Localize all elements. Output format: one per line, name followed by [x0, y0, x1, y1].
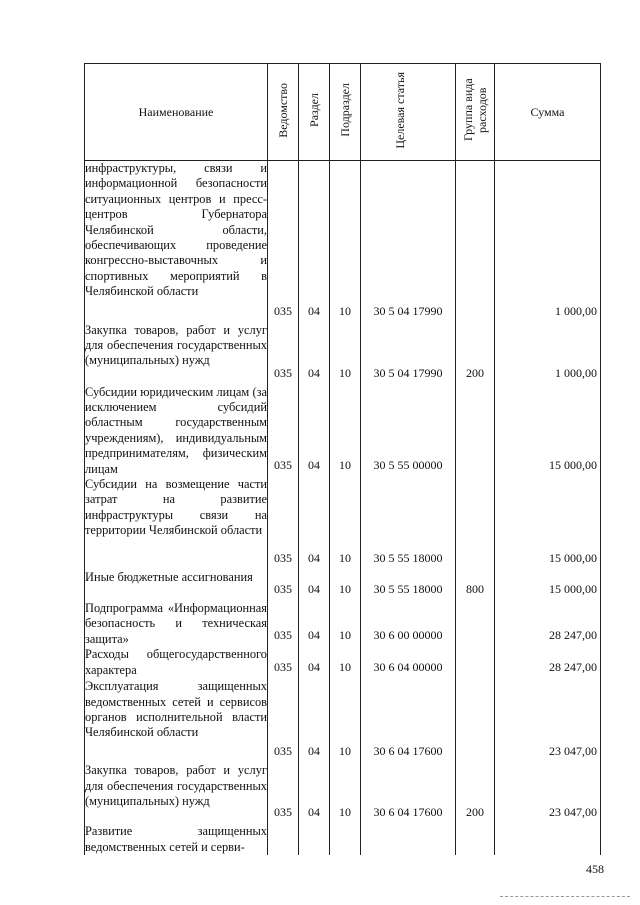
- row-expense-group-cell: [456, 570, 495, 601]
- row-department-cell: [268, 824, 299, 855]
- row-department: 035: [274, 303, 292, 318]
- row-target-article-cell: [361, 161, 456, 323]
- row-department: 035: [274, 550, 292, 565]
- row-section-cell: [299, 647, 330, 679]
- row-expense-group: 800: [466, 581, 484, 596]
- row-sum-cell: [495, 570, 601, 601]
- header-row: [85, 64, 601, 161]
- row-department-cell: [268, 647, 299, 679]
- row-sum: 28 247,00: [549, 660, 597, 675]
- row-subsection: 10: [339, 457, 351, 472]
- row-name-text: Субсидии юридическим лицам (за исключением субсидий областным государственным учреждениям), индивидуальным предпринимателям, физическим лицам: [85, 384, 267, 476]
- row-target-article: 30 5 55 18000: [373, 581, 443, 596]
- table-row: [85, 679, 601, 763]
- row-sum-cell: [495, 323, 601, 385]
- row-section-cell: [299, 570, 330, 601]
- budget-table: [84, 63, 601, 855]
- row-sum: 23 047,00: [549, 744, 597, 759]
- table-row: [85, 477, 601, 570]
- row-target-article-cell: [361, 763, 456, 824]
- row-name-text: Развитие защищенных ведомственных сетей и серви-: [85, 824, 267, 854]
- row-department-cell: [268, 161, 299, 323]
- row-name: [85, 824, 268, 855]
- row-department: 035: [274, 660, 292, 675]
- row-section-cell: [299, 477, 330, 570]
- row-department: 035: [274, 365, 292, 380]
- row-expense-group: 200: [466, 365, 484, 380]
- row-department: 035: [274, 628, 292, 643]
- table-row: [85, 824, 601, 855]
- row-section-cell: [299, 161, 330, 323]
- row-name-text: Эксплуатация защищенных ведомственных сетей и сервисов органов исполнительной власти Челябинской области: [85, 679, 267, 740]
- row-sum: 1 000,00: [555, 303, 597, 318]
- row-department-cell: [268, 763, 299, 824]
- row-name: [85, 161, 268, 323]
- table-row: [85, 161, 601, 323]
- row-target-article-cell: [361, 679, 456, 763]
- row-subsection-cell: [330, 477, 361, 570]
- row-name-text: Подпрограмма «Информационная безопасность и техническая защита»: [85, 600, 267, 646]
- row-name-text: Субсидии на возмещение части затрат на развитие инфраструктуры связи на территории Челябинской области: [85, 476, 267, 538]
- row-name-text: Закупка товаров, работ и услуг для обеспечения государственных (муниципальных) нужд: [85, 763, 267, 808]
- row-subsection: 10: [339, 365, 351, 380]
- row-target-article: 30 5 55 00000: [373, 457, 443, 472]
- row-department: 035: [274, 457, 292, 472]
- row-department-cell: [268, 385, 299, 477]
- row-name-text: Закупка товаров, работ и услуг для обеспечения государственных (муниципальных) нужд: [85, 322, 267, 368]
- row-section: 04: [308, 628, 320, 643]
- header-subsection: Подраздел: [330, 64, 361, 161]
- row-department-cell: [268, 679, 299, 763]
- header-name: Наименование: [85, 64, 268, 161]
- row-expense-group-cell: [456, 647, 495, 679]
- row-section: 04: [308, 550, 320, 565]
- row-section: 04: [308, 581, 320, 596]
- row-department: 035: [274, 805, 292, 820]
- table-row: [85, 570, 601, 601]
- row-section: 04: [308, 457, 320, 472]
- row-name: [85, 647, 268, 679]
- row-name: [85, 601, 268, 647]
- row-subsection-cell: [330, 323, 361, 385]
- row-sum: 15 000,00: [549, 550, 597, 565]
- row-target-article: 30 6 04 00000: [373, 660, 443, 675]
- row-sum: 1 000,00: [555, 365, 597, 380]
- row-target-article-cell: [361, 477, 456, 570]
- row-target-article-cell: [361, 570, 456, 601]
- row-expense-group-cell: [456, 161, 495, 323]
- row-name: [85, 323, 268, 385]
- row-sum-cell: [495, 824, 601, 855]
- row-sum-cell: [495, 477, 601, 570]
- row-sum-cell: [495, 385, 601, 477]
- row-expense-group-cell: [456, 323, 495, 385]
- row-expense-group-cell: [456, 601, 495, 647]
- row-target-article: 30 5 04 17990: [373, 365, 443, 380]
- row-name: [85, 570, 268, 601]
- row-subsection: 10: [339, 303, 351, 318]
- table-row: [85, 647, 601, 679]
- row-sum-cell: [495, 763, 601, 824]
- row-department-cell: [268, 570, 299, 601]
- row-name: [85, 763, 268, 824]
- row-name: [85, 679, 268, 763]
- header-target-article: Целевая статья: [361, 64, 456, 161]
- page-number: 458: [586, 862, 604, 876]
- row-sum: 23 047,00: [549, 805, 597, 820]
- row-target-article-cell: [361, 647, 456, 679]
- table-row: [85, 385, 601, 477]
- row-target-article: 30 6 04 17600: [373, 744, 443, 759]
- header-department: Ведомство: [268, 64, 299, 161]
- table-row: [85, 323, 601, 385]
- row-target-article: 30 5 04 17990: [373, 303, 443, 318]
- row-subsection: 10: [339, 550, 351, 565]
- row-subsection-cell: [330, 679, 361, 763]
- row-name-text: Расходы общегосударственного характера: [85, 647, 267, 677]
- row-target-article-cell: [361, 385, 456, 477]
- row-target-article: 30 6 00 00000: [373, 628, 443, 643]
- row-section-cell: [299, 763, 330, 824]
- row-subsection-cell: [330, 601, 361, 647]
- row-department-cell: [268, 477, 299, 570]
- table-row: [85, 763, 601, 824]
- row-expense-group-cell: [456, 679, 495, 763]
- row-subsection-cell: [330, 385, 361, 477]
- row-sum-cell: [495, 601, 601, 647]
- row-name: [85, 477, 268, 570]
- row-section: 04: [308, 744, 320, 759]
- header-sum: Сумма: [495, 64, 601, 161]
- row-section-cell: [299, 824, 330, 855]
- header-section: Раздел: [299, 64, 330, 161]
- row-target-article: 30 5 55 18000: [373, 550, 443, 565]
- row-name: [85, 385, 268, 477]
- row-sum: 15 000,00: [549, 581, 597, 596]
- row-section: 04: [308, 365, 320, 380]
- row-department-cell: [268, 323, 299, 385]
- row-name-text: Иные бюджетные ассигнования: [85, 569, 253, 584]
- row-section: 04: [308, 660, 320, 675]
- row-section-cell: [299, 323, 330, 385]
- row-section-cell: [299, 601, 330, 647]
- row-subsection: 10: [339, 744, 351, 759]
- row-section-cell: [299, 679, 330, 763]
- row-subsection-cell: [330, 647, 361, 679]
- row-department: 035: [274, 744, 292, 759]
- row-subsection: 10: [339, 581, 351, 596]
- header-expense-group: Группа вида расходов: [456, 64, 495, 161]
- row-sum-cell: [495, 161, 601, 323]
- footer-line: [500, 896, 630, 897]
- row-department-cell: [268, 601, 299, 647]
- row-subsection: 10: [339, 628, 351, 643]
- row-subsection-cell: [330, 161, 361, 323]
- row-expense-group-cell: [456, 824, 495, 855]
- row-department: 035: [274, 581, 292, 596]
- row-expense-group-cell: [456, 763, 495, 824]
- row-subsection: 10: [339, 805, 351, 820]
- row-sum: 28 247,00: [549, 628, 597, 643]
- row-subsection-cell: [330, 570, 361, 601]
- row-sum-cell: [495, 647, 601, 679]
- row-target-article-cell: [361, 323, 456, 385]
- table-row: [85, 601, 601, 647]
- row-section: 04: [308, 805, 320, 820]
- row-expense-group-cell: [456, 385, 495, 477]
- row-expense-group-cell: [456, 477, 495, 570]
- row-sum-cell: [495, 679, 601, 763]
- row-subsection: 10: [339, 660, 351, 675]
- row-section: 04: [308, 303, 320, 318]
- row-section-cell: [299, 385, 330, 477]
- row-target-article-cell: [361, 601, 456, 647]
- row-subsection-cell: [330, 763, 361, 824]
- row-target-article: 30 6 04 17600: [373, 805, 443, 820]
- row-target-article-cell: [361, 824, 456, 855]
- row-sum: 15 000,00: [549, 457, 597, 472]
- row-subsection-cell: [330, 824, 361, 855]
- row-expense-group: 200: [466, 805, 484, 820]
- row-name-text: инфраструктуры, связи и информационной безопасности ситуационных центров и пресс-центров Губернатора Челябинской области, обеспечивающих проведение конгрессно-выставочных и спортивных мероприятий в Челябинской области: [85, 161, 267, 299]
